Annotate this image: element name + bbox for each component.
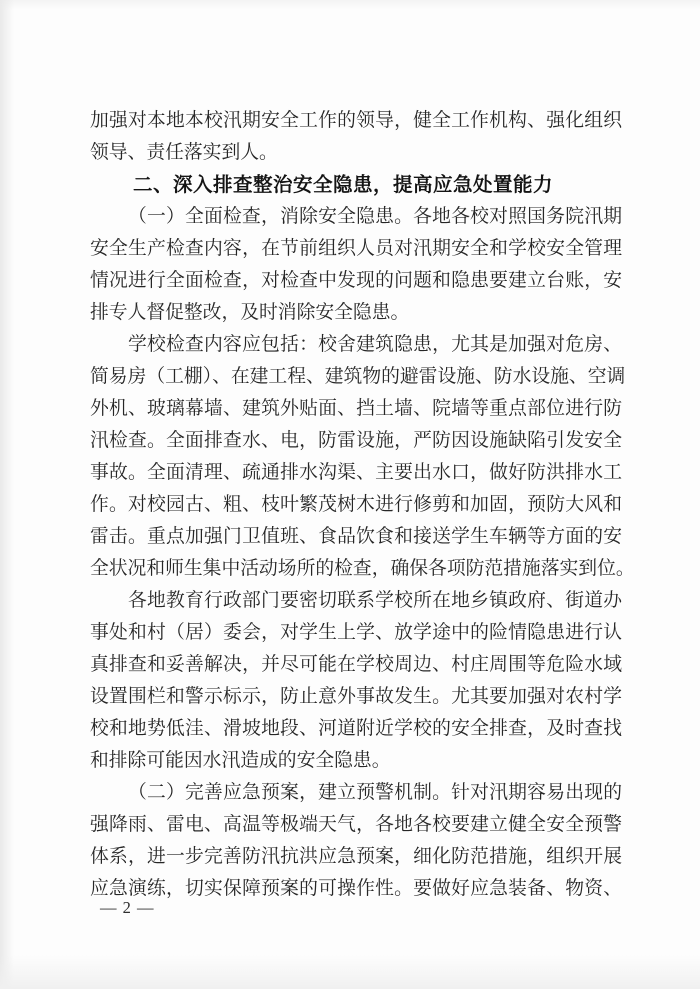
text-line: 应急演练，切实保障预案的可操作性。要做好应急装备、物资、 [90,878,622,899]
scan-edge-top-shadow [0,0,700,10]
scan-edge-left-shadow [0,0,14,989]
heading-line: 二、深入排查整治安全隐患，提高应急处置能力 [133,174,554,196]
text-line: 情况进行全面检查，对检查中发现的问题和隐患要建立台账，安 [90,270,622,291]
paragraph [90,105,622,169]
text-line: 学校检查内容应包括：校舍建筑隐患，尤其是加强对危房、 [128,334,622,355]
text-line: 体系，进一步完善防汛抗洪应急预案，细化防范措施，组织开展 [90,846,622,867]
scan-edge-bottom-shadow [0,955,700,989]
text-line: 事处和村（居）委会，对学生上学、放学途中的险情隐患进行认 [90,622,622,643]
text-line: （二）完善应急预案，建立预警机制。针对汛期容易出现的 [128,782,622,803]
text-line: 安全生产检查内容，在节前组织人员对汛期安全和学校安全管理 [90,238,622,259]
paragraph [90,585,622,777]
text-line: 简易房（工棚）、在建工程、建筑物的避雷设施、防水设施、空调 [90,366,626,387]
text-line: （一）全面检查，消除安全隐患。各地各校对照国务院汛期 [128,206,622,227]
text-line: 强降雨、雷电、高温等极端天气，各地各校要建立健全安全预警 [90,814,622,835]
text-line: 全状况和师生集中活动场所的检查，确保各项防范措施落实到位。 [90,558,635,579]
paragraph [90,201,622,329]
section-heading [90,169,622,201]
text-line: 设置围栏和警示标示，防止意外事故发生。尤其要加强对农村学 [90,686,622,707]
text-line: 雷击。重点加强门卫值班、食品饮食和接送学生车辆等方面的安 [90,526,622,547]
text-line: 加强对本地本校汛期安全工作的领导，健全工作机构、强化组织 [90,110,622,131]
document-body [90,105,635,905]
page-number: — 2 — [100,898,155,917]
text-line: 领导、责任落实到人。 [90,142,278,163]
text-line: 外机、玻璃幕墙、建筑外贴面、挡土墙、院墙等重点部位进行防 [90,398,622,419]
text-line: 校和地势低洼、滑坡地段、河道附近学校的安全排查，及时查找 [90,718,622,739]
paragraph [90,329,635,585]
text-line: 真排查和妥善解决，并尽可能在学校周边、村庄周围等危险水域 [90,654,622,675]
text-line: 作。对校园古、粗、枝叶繁茂树木进行修剪和加固，预防大风和 [90,494,622,515]
text-line: 汛检查。全面排查水、电，防雷设施，严防因设施缺陷引发安全 [90,430,622,451]
text-line: 各地教育行政部门要密切联系学校所在地乡镇政府、街道办 [128,590,622,611]
text-line: 和排除可能因水汛造成的安全隐患。 [90,750,391,771]
text-line: 事故。全面清理、疏通排水沟渠、主要出水口，做好防洪排水工 [90,462,622,483]
paragraph [90,777,622,905]
text-line: 排专人督促整改，及时消除安全隐患。 [90,302,410,323]
